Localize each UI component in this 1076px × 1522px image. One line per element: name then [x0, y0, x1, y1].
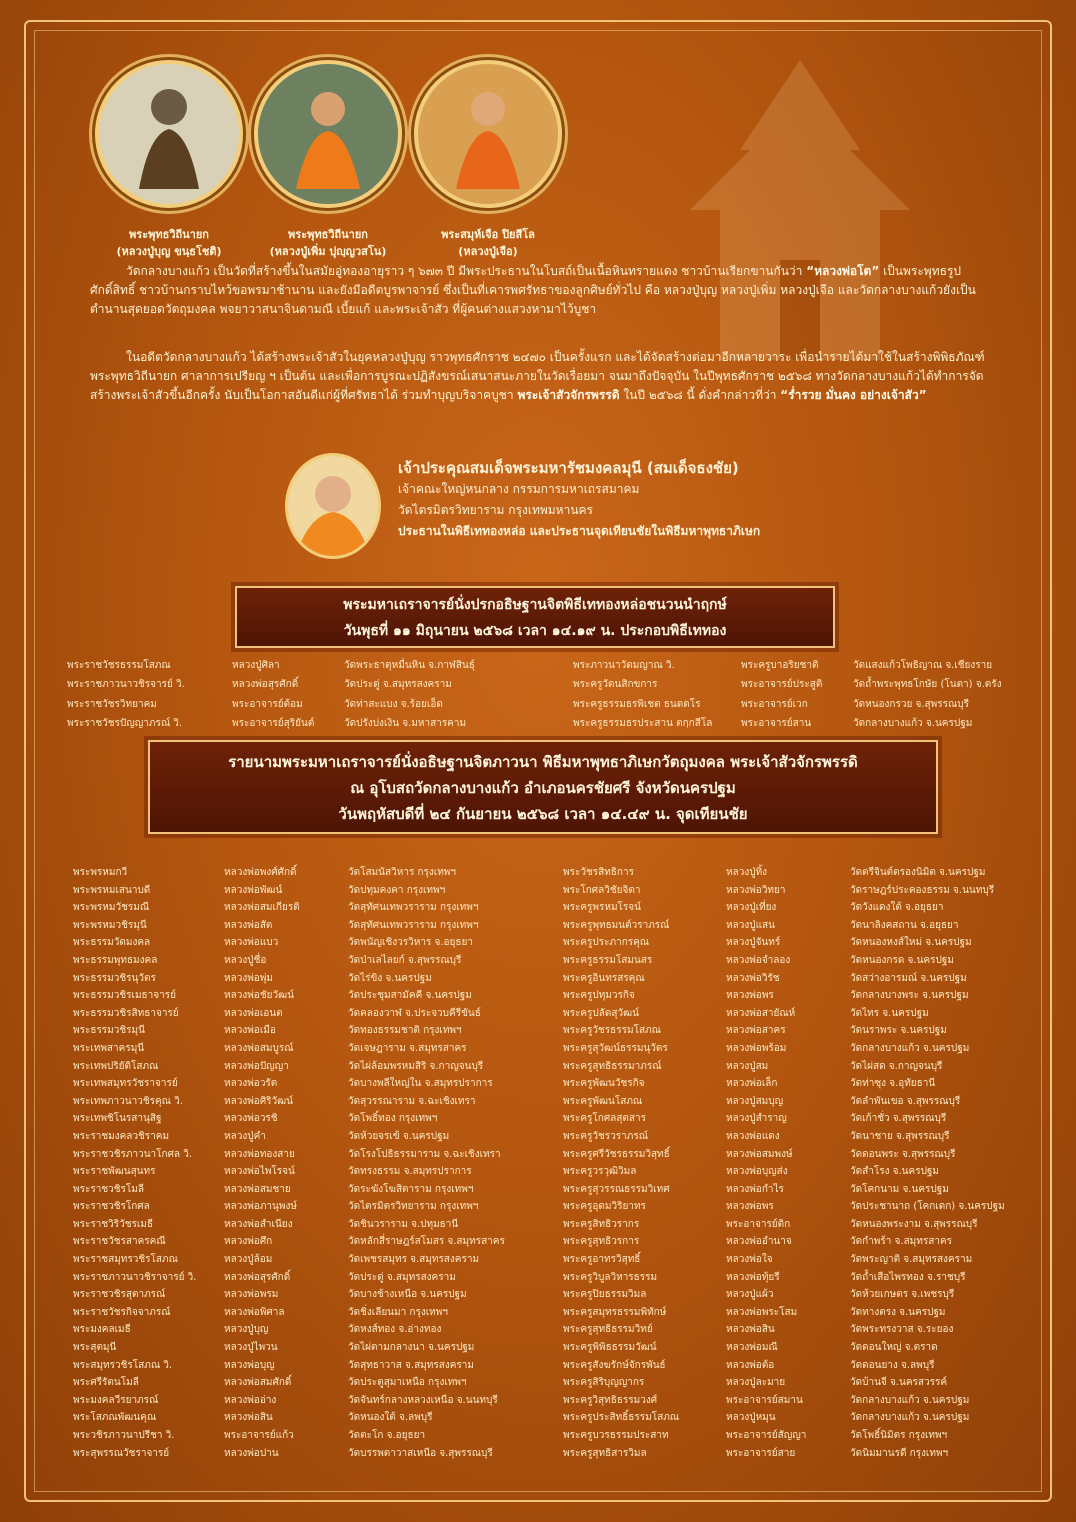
list-item: วัดสุทัศนเทพวราราม กรุงเทพฯ — [348, 919, 479, 931]
intro-text-3: ในอดีตวัดกลางบางแก้ว ได้สร้างพระเจ้าสัวในยุคหลวงปู่บุญ ราวพุทธศักราช ๒๔๗๐ เป็นครั้งแรก และได้จัดสร้างต่อมาอีกหลายวาระ เพื่อนำรายได้มาใช้ในสร้างพิพิธภัณฑ์พระพุทธวิถีนายก ศาลาการเปรียญ ฯ เป็นต้น และเพื่อการบูรณะปฏิสังขรณ์เสนาสนะภายในวัดเรื่อยมา จนมาถึงปัจจุบัน ในปีพุทธศักราช ๒๕๖๘ ทางวัดกลางบางแก้วได้ทำการจัดสร้างพระเจ้าสัวขึ้นอีกครั้ง นับเป็นโอกาสอันดีแก่ผู้ที่ศรัทธาได้ ร่วมทำบุญบริจาคบูชา — [90, 350, 985, 402]
list-item: วัดเก้าชั่ว จ.สุพรรณบุรี — [850, 1113, 947, 1125]
list-item: หลวงปู่คำ — [224, 1130, 266, 1142]
list-item: วัดถ้ำเสือไพรทอง จ.ราชบุรี — [850, 1271, 966, 1283]
list-item: พระธรรมวชิรสิทธาจารย์ — [73, 1007, 179, 1019]
list-item: วัดบรรพตาวาสเหนือ จ.สุพรรณบุรี — [348, 1447, 493, 1459]
list-item: วัดพระทรงวาส จ.ระยอง — [850, 1324, 954, 1336]
patron-line-3: ประธานในพิธีเททองหล่อ และประธานจุดเทียนชัยในพิธีมหาพุทธาภิเษก — [398, 524, 761, 538]
list-item: หลวงปู่สม — [726, 1060, 769, 1072]
list-item: หลวงปู่ล้อม — [224, 1254, 273, 1266]
list-item: วัดทองธรรมชาติ กรุงเทพฯ — [348, 1025, 462, 1037]
intro-paragraph-2 — [90, 348, 990, 405]
list-item: หลวงพ่อทุ้ยรี — [726, 1271, 780, 1283]
list-item: พระราชภาวนาวชิรจารย์ วิ. — [67, 679, 185, 691]
list-item: พระธรรมวชิรเมธาจารย์ — [73, 990, 176, 1002]
list-item: พระอาจารย์แก้ว — [224, 1430, 294, 1441]
list2-col-5 — [726, 864, 806, 1462]
list-item: วัดบางพลีใหญ่ใน จ.สมุทรปราการ — [348, 1078, 493, 1090]
list-item: วัดประตูสุมาเหนือ กรุงเทพฯ — [348, 1377, 467, 1389]
list-item: วัดหนองใต้ จ.ลพบุรี — [348, 1412, 433, 1424]
list-item: วัดทรงธรรม จ.สมุทรปราการ — [348, 1166, 472, 1178]
list-item: วัดดอนพระ จ.สุพรรณบุรี — [850, 1148, 956, 1160]
list-item: วัดบางช้างเหนือ จ.นครปฐม — [348, 1289, 467, 1301]
list-item: หลวงพ่อกำไร — [726, 1183, 784, 1195]
list-item: หลวงปู่แผ้ว — [726, 1289, 774, 1301]
list-item: พระอาจารย์สาน — [741, 717, 812, 729]
list-item: หลวงพ่อสิน — [726, 1324, 775, 1336]
list-item: วัดวังแดงใต้ จ.อยุธยา — [850, 902, 944, 914]
list-item: พระราชสมุทรวชิรโสภณ — [73, 1254, 178, 1266]
list-item: วัดแสงแก้วโพธิญาณ จ.เชียงราย — [853, 660, 993, 671]
list-item: วัดตะโก จ.อยุธยา — [348, 1430, 426, 1441]
list-item: หลวงปู่ละมาย — [726, 1377, 786, 1389]
list-item: หลวงปู่เที่ยง — [726, 902, 777, 914]
list-item: พระครูสุทธิธรรมาภรณ์ — [563, 1060, 662, 1072]
list-item: พระราชภาวนาวชิราจารย์ วิ. — [73, 1271, 197, 1283]
list-item: พระธรรมวัดมงคล — [73, 937, 151, 949]
banner-1-line-1: พระมหาเถราจารย์นั่งปรกอธิษฐานจิตพิธีเททองหล่อชนวนนำฤกษ์ — [343, 597, 727, 613]
list-item: วัดประชุมสามัคคี จ.นครปฐม — [348, 990, 472, 1002]
list-item: พระครูบวรธรรมประสาท — [563, 1430, 669, 1441]
list-item: วัดกลางบางแก้ว จ.นครปฐม — [850, 1042, 970, 1054]
chao-sua-highlight: พระเจ้าสัวจักรพรรดิ — [517, 388, 620, 402]
list-item: วัดประดู่ จ.สมุทรสงคราม — [348, 1271, 456, 1283]
list-item: พระราชวัชรธรรมโสภณ — [67, 660, 171, 671]
list-item: พระครูปทุมวรกิจ — [563, 990, 635, 1002]
list-item: พระโสภณพัฒนคุณ — [73, 1412, 157, 1424]
list-item: หลวงพ่อพงศ์ศักดิ์ — [224, 867, 297, 878]
list-item: วัดไผ่ล้อมพรหมสิริ จ.กาญจนบุรี — [348, 1060, 484, 1072]
list-item: หลวงพ่อทองสาย — [224, 1148, 295, 1160]
list-item: พระสมุทรวชิรโสภณ วิ. — [73, 1359, 173, 1371]
list-item: พระอาจารย์สาย — [726, 1447, 796, 1459]
list-item: พระครูวิบูลวิหารธรรม — [563, 1271, 658, 1283]
list-item: หลวงปู่บุญ — [224, 1324, 269, 1336]
list-item: วัดห้วยจรเข้ จ.นครปฐม — [348, 1130, 450, 1142]
list-item: พระเทพภาวนาวชิรคุณ วิ. — [73, 1095, 183, 1107]
banner-1-line-2: วันพุธที่ ๑๑ มิถุนายน ๒๕๖๘ เวลา ๑๔.๑๙ น. ประกอบพิธีเททอง — [343, 623, 727, 639]
list-item: หลวงปู่จันทร์ — [726, 937, 781, 949]
list-item: วัดไร่ขิง จ.นครปฐม — [348, 972, 432, 984]
monk-2-name: พระพุทธวิถีนายก — [288, 228, 368, 241]
list-item: พระครูธรรมโสมนสร — [563, 954, 653, 966]
list-item: หลวงพ่อแดง — [726, 1130, 780, 1142]
list-item: พระราชวัชรปัญญาภรณ์ วิ. — [67, 717, 183, 729]
list-item: พระเทพชิโนรสานุสิฐ — [73, 1113, 162, 1125]
list-item: วัดหงส์ทอง จ.อ่างทอง — [348, 1324, 442, 1336]
monk-1-name: พระพุทธวิถีนายก — [129, 228, 209, 241]
list-item: หลวงปู่สำราญ — [726, 1113, 787, 1125]
list-item: วัดสว่างอารมณ์ จ.นครปฐม — [850, 972, 967, 984]
list-item: วัดพระญาติ จ.สมุทรสงคราม — [850, 1254, 973, 1266]
list-item: หลวงพ่อพรม — [224, 1289, 279, 1301]
list-item: หลวงพ่อไพโรจน์ — [224, 1166, 295, 1178]
list-item: หลวงพ่อชัยวัฒน์ — [224, 990, 294, 1002]
list-item: วัดหนองกรวย จ.สุพรรณบุรี — [853, 698, 969, 710]
list-item: วัดกำพร้า จ.สมุทรสาคร — [850, 1236, 953, 1248]
list-item: วัดกลางบางแก้ว จ.นครปฐม — [850, 1394, 970, 1406]
list-item: พระครูโกศลสุตสาร — [563, 1113, 646, 1125]
list-item: พระครูพรหมโรจน์ — [563, 902, 641, 914]
monk-3-name: พระสมุห์เจือ ปิยสีโล — [441, 228, 535, 241]
list-item: พระอาจารย์ติก — [726, 1218, 791, 1230]
list-item: พระครูวัดนสิกขการ — [573, 679, 658, 691]
list2-col-6 — [850, 864, 1005, 1462]
list-item: หลวงพ่อวิทยา — [726, 884, 786, 896]
monk-portrait-3 — [408, 60, 568, 260]
list-item: พระอาจารย์ต้อม — [232, 698, 303, 710]
list1-col-6 — [853, 656, 1002, 733]
list-item: หลวงพ่อวรัต — [224, 1078, 278, 1090]
list-item: พระครูสมุทรธรรมพิทักษ์ — [563, 1306, 667, 1318]
list-item: วัดดอนยาง จ.ลพบุรี — [850, 1359, 935, 1371]
list-item: พระครูปลัดสุวัฒน์ — [563, 1007, 639, 1019]
list2-col-1 — [73, 864, 196, 1462]
list-item: พระครูอินทรสรคุณ — [563, 972, 645, 984]
monk-2-title: (หลวงปู่เพิ่ม ปุญฺญวสโน) — [269, 245, 387, 258]
list-item: หลวงพ่อมณี — [726, 1342, 778, 1354]
list-item: หลวงพ่อต้อ — [726, 1359, 775, 1371]
list-item: พระครูธรรมธรพิเชต ธนดดโร — [573, 698, 701, 710]
list-item: วัดคลองวาฬ จ.ประจวบคีรีขันธ์ — [348, 1007, 481, 1019]
list-item: วัดนาชาย จ.สุพรรณบุรี — [850, 1130, 950, 1142]
list-item: วัดหนองหงส์ใหม่ จ.นครปฐม — [850, 937, 972, 949]
list1-col-2 — [232, 656, 314, 733]
list-item: วัดจันทร์กลางหลวงเหนือ จ.นนทบุรี — [348, 1394, 498, 1406]
list-item: วัดห้วยเกษตร จ.เพชรบุรี — [850, 1289, 955, 1301]
list-item: พระอาจารย์เวก — [741, 698, 808, 710]
list-item: วัดพนัญเชิงวรวิหาร จ.อยุธยา — [348, 937, 473, 949]
list-item: วัดหนองกรด จ.นครปฐม — [850, 954, 954, 966]
list-item: วัดกลางบางแก้ว จ.นครปฐม — [853, 717, 973, 729]
list-item: หลวงปู่สมบุญ — [726, 1095, 784, 1107]
list-item: หลวงปู่ทิ้ง — [726, 867, 768, 878]
list-item: พระราชวชิรโมลี — [73, 1183, 144, 1195]
list-item: วัดกลางบางแก้ว จ.นครปฐม — [850, 1412, 970, 1424]
list-item: พระอาจารย์สัญญา — [726, 1430, 807, 1441]
list-item: พระราชวัชรกิจจาภรณ์ — [73, 1306, 171, 1318]
list-item: วัดกลางบางพระ จ.นครปฐม — [850, 990, 969, 1002]
list-item: วัดโพธิ์ทอง กรุงเทพฯ — [348, 1113, 438, 1125]
list-item: หลวงพ่อศิริวัฒน์ — [224, 1095, 294, 1107]
list-item: พระราชวัชรสาครคณี — [73, 1236, 166, 1248]
list-item: หลวงพ่อเมือ — [224, 1025, 276, 1037]
list-item: พระครูสุทธิวรการ — [563, 1236, 640, 1248]
list-item: วัดโรงโปธิธรรมาราม จ.ฉะเชิงเทรา — [348, 1148, 501, 1160]
list-item: หลวงพ่อสายัณห์ — [726, 1007, 796, 1019]
list-item: พระมงคลเมธี — [73, 1324, 131, 1336]
list-item: พระครูอุดมวิริยาทร — [563, 1201, 646, 1213]
list-item: หลวงพ่อสมชาย — [224, 1183, 291, 1195]
patron-portrait — [285, 453, 381, 559]
list-item: พระครูประสิทธิ์ธรรมโสภณ — [563, 1412, 680, 1424]
list-item: พระวชิรภาวนาปรีชา วิ. — [73, 1430, 175, 1441]
list-item: วัดบ้านจี จ.นครสวรรค์ — [850, 1377, 948, 1389]
list-item: หลวงพ่อสมเกียรติ — [224, 902, 300, 914]
list-item: วัดสุทธาวาส จ.สมุทรสงคราม — [348, 1359, 474, 1371]
list-item: วัดสุทัศนเทพวราราม กรุงเทพฯ — [348, 902, 479, 914]
list-item: หลวงพ่อสิน — [224, 1412, 273, 1424]
list-item: พระมงคลวีรยาภรณ์ — [73, 1394, 159, 1406]
list-item: พระเทพปริยัติโสภณ — [73, 1060, 159, 1072]
list-item: หลวงพ่อวิรัช — [726, 972, 780, 984]
list-item: หลวงพ่อสำเนียง — [224, 1218, 293, 1230]
list-item: วัดนาลิงคสถาน จ.อยุธยา — [850, 919, 959, 931]
monk-3-title: (หลวงปู่เจือ) — [458, 245, 518, 258]
list-item: วัดไผ่สด จ.กาญจนบุรี — [850, 1060, 943, 1072]
list-item: พระธรรมพุทธมงคล — [73, 954, 158, 966]
list-item: วัดดอนใหญ่ จ.ตราด — [850, 1342, 938, 1354]
monk-1-title: (หลวงปู่บุญ ขนฺธโชติ) — [116, 245, 222, 258]
list1-col-3 — [344, 656, 475, 733]
list-item: พระธรรมวชิรมุนี — [73, 1025, 145, 1037]
list-item: พระครูสุทธิสารวิมล — [563, 1447, 647, 1459]
list-item: วัดชิ่งเลียนมา กรุงเทพฯ — [348, 1306, 448, 1318]
list-item: หลวงพ่ออำนาจ — [726, 1236, 792, 1248]
list-item: วัดตรีจินต์ตรองนิมิต จ.นครปฐม — [850, 867, 986, 878]
list-item: พระครูสิทธิวรากร — [563, 1218, 640, 1230]
list-item: หลวงปู่ศิลา — [232, 660, 280, 671]
list-item: วัดทางตรง จ.นครปฐม — [850, 1306, 946, 1318]
list-item: พระครูสังฆรักษ์จักรพันธ์ — [563, 1359, 666, 1371]
list1-col-4 — [573, 656, 712, 733]
list-item: หลวงพ่อสมศักดิ์ — [224, 1377, 292, 1389]
banner-2-line-3: วันพฤหัสบดีที่ ๒๔ กันยายน ๒๕๖๘ เวลา ๑๔.๔๙ น. จุดเทียนชัย — [338, 805, 748, 823]
list-item: พระศรีรัตนโมลี — [73, 1377, 139, 1389]
monk-portrait-2 — [248, 60, 408, 260]
list-item: พระราชมงคลวชิราคม — [73, 1130, 170, 1142]
list-item: หลวงพ่อเล็ก — [726, 1078, 778, 1090]
list-item: วัดไทร จ.นครปฐม — [850, 1007, 929, 1019]
list-item: พระภาวนาวัดมญาณ วิ. — [573, 660, 675, 671]
list-item: วัดประชานาถ (โคกเดก) จ.นครปฐม — [850, 1201, 1005, 1213]
list-item: วัดสำโรง จ.นครปฐม — [850, 1166, 940, 1178]
list-item: พระราชวชิรสุตาภรณ์ — [73, 1289, 166, 1301]
list-item: วัดประดู่ จ.สมุทรสงคราม — [344, 679, 452, 691]
list-item: หลวงพ่ออ่าง — [224, 1394, 277, 1406]
list-item: หลวงพ่อจำลอง — [726, 954, 791, 966]
list-item: หลวงพ่อศึก — [224, 1236, 273, 1248]
list-item: หลวงพ่อสุรศักดิ์ — [224, 1271, 291, 1283]
list-item: หลวงพ่อปัญญา — [224, 1060, 289, 1072]
list-item: วัดท่าสะแบง จ.ร้อยเอ็ด — [344, 698, 443, 710]
list-item: พระครูวรวุฒิวิมล — [563, 1166, 637, 1178]
motto-highlight: “ร่ำรวย มั่นคง อย่างเจ้าสัว” — [780, 388, 927, 402]
list-item: พระอาจารย์ประสูติ — [741, 679, 823, 691]
list-item: พระราชวิริวัชรเมธี — [73, 1218, 153, 1230]
intro-text-2: เป็นพระพุทธรูปศักดิ์สิทธิ์ ชาวบ้านกราบไหว้ขอพรมาช้านาน และยังมีอดีตบูรพาจารย์ ซึ่งเป็นที่เคารพศรัทธาของลูกศิษย์ทั่วไป คือ หลวงปู่บุญ หลวงปู่เพิ่ม หลวงปู่เจือ และวัดกลางบางแก้วยังเป็นตำนานสุดยอดวัตถุมงคล พจยาวาสนาจินดามณี เบี้ยแก้ และพระเจ้าสัว ที่ผู้คนต่างแสวงหามาไว้บูชา — [90, 264, 976, 316]
list-item: วัดระฆังโฆสิตาราม กรุงเทพฯ — [348, 1183, 474, 1195]
list-item: วัดหนองพระงาม จ.สุพรรณบุรี — [850, 1218, 978, 1230]
list-item: พระครูบาอริยชาติ — [741, 660, 819, 671]
list-item: หลวงพ่อพร — [726, 990, 774, 1002]
list-item: หลวงพ่อสัต — [224, 919, 273, 931]
list-item: หลวงพ่อสมบูรณ์ — [224, 1042, 294, 1054]
list-item: วัดไผ่ตามกลางนา จ.นครปฐม — [348, 1342, 475, 1354]
list-item: พระครูสุทธิธรรมวิทย์ — [563, 1324, 653, 1336]
list-item: หลวงพ่อสมพงษ์ — [726, 1148, 793, 1160]
list-item: วัดลำพันเขอ จ.สุพรรณบุรี — [850, 1095, 961, 1107]
list-item: หลวงพ่อปาน — [224, 1447, 279, 1459]
blessing-ceremony-banner — [148, 740, 938, 834]
banner-2-line-2: ณ อุโบสถวัดกลางบางแก้ว อำเภอนครชัยศรี จังหวัดนครปฐม — [350, 779, 736, 797]
list-item: พระธรรมวชิรนุวัตร — [73, 972, 156, 984]
list-item: วัดปรังบ่งเงิน จ.มหาสารคาม — [344, 717, 467, 729]
list-item: วัดป่าเลไลยก์ จ.สุพรรณบุรี — [348, 954, 462, 966]
list-item: วัดโสมนัสวิหาร กรุงเทพฯ — [348, 867, 457, 878]
patron-info — [398, 458, 760, 542]
list-item: หลวงปู่ไพวน — [224, 1342, 278, 1354]
list-item: พระครูสุวรรณธรรมวิเทศ — [563, 1183, 670, 1195]
list-item: หลวงพ่อพระโสม — [726, 1306, 798, 1318]
intro-text-4: ในปี ๒๕๖๘ นี้ ดั่งคำกล่าวที่ว่า — [623, 388, 777, 402]
list-item: วัดชินวราราม จ.ปทุมธานี — [348, 1218, 459, 1230]
list-item: พระอาจารย์สมาน — [726, 1394, 803, 1406]
list-item: วัดนราพระ จ.นครปฐม — [850, 1025, 947, 1037]
list-item: วัดโพธิ์นิมิตร กรุงเทพฯ — [850, 1430, 948, 1441]
list-item: วัดท่าซุง จ.อุทัยธานี — [850, 1078, 936, 1090]
list-item: พระครูพุทธมนต์วราภรณ์ — [563, 919, 670, 931]
list-item: หลวงปู่แสน — [726, 919, 775, 931]
list-item: หลวงพ่อพร้อม — [726, 1042, 787, 1054]
list-item: พระสุตมุนี — [73, 1342, 117, 1354]
list-item: วัดเจษฎาราม จ.สมุทรสาคร — [348, 1042, 467, 1054]
intro-paragraph-1 — [90, 262, 990, 319]
list-item: วัดไตรมิตรวิทยาราม กรุงเทพฯ — [348, 1201, 479, 1213]
list-item: พระครูวิสุทธิธรรมวงศ์ — [563, 1394, 658, 1406]
list-item: วัดพระธาตุหมื่นหิน จ.กาฬสินธุ์ — [344, 660, 475, 671]
list-item: หลวงพ่อพุ่ม — [224, 972, 273, 984]
list-item: หลวงพ่อบุญ — [224, 1359, 275, 1371]
list-item: หลวงพ่อสาคร — [726, 1025, 786, 1037]
list-item: หลวงพ่อบุญส่ง — [726, 1166, 788, 1178]
list-item: พระเทพสมุทรวัชราจารย์ — [73, 1078, 178, 1090]
list1-col-1 — [67, 656, 185, 733]
list-item: พระครูธรรมธรประสาน ตกฺกสีโล — [573, 717, 713, 729]
luang-pho-to-highlight: “หลวงพ่อโต” — [806, 264, 880, 278]
patron-line-2: วัดไตรมิตรวิทยาราม กรุงเทพมหานคร — [398, 503, 594, 517]
list-item: พระสุพรรณวัชราจารย์ — [73, 1447, 170, 1459]
list-item: พระครูประภากรคุณ — [563, 937, 650, 949]
list-item: พระครูอาทรวิสุทธิ์ — [563, 1254, 641, 1266]
list-item: วัดสุวรรณาราม จ.ฉะเชิงเทรา — [348, 1095, 476, 1107]
list-item: หลวงพ่อใจ — [726, 1254, 773, 1266]
list-item: พระพรหมวชิรมุนี — [73, 919, 147, 931]
list-item: พระครูศรีวัชรธรรมวิสุทธิ์ — [563, 1148, 670, 1160]
list-item: หลวงพ่อสุรศักดิ์ — [232, 679, 299, 691]
list-item: พระราชวชิรภาวนาโกศล วิ. — [73, 1148, 193, 1160]
list-item: วัดนิมมานรดี กรุงเทพฯ — [850, 1447, 949, 1459]
list-item: พระราชวชิรโกศล — [73, 1201, 150, 1213]
patron-line-1: เจ้าคณะใหญ่หนกลาง กรรมการมหาเถรสมาคม — [398, 482, 640, 496]
list-item: พระครูวัชรธรรมโสภณ — [563, 1025, 661, 1037]
monk-portrait-1 — [89, 60, 249, 260]
list-item: วัดปทุมคงคา กรุงเทพฯ — [348, 884, 446, 896]
list2-col-3 — [348, 864, 505, 1462]
list-item: พระพรหมวัชรมณี — [73, 902, 150, 914]
list-item: พระเทพสาครมุนี — [73, 1042, 145, 1054]
list-item: พระราชวัชรวิทยาคม — [67, 698, 157, 710]
list-item: หลวงพ่อพัฒน์ — [224, 884, 283, 896]
list-item: หลวงปู่ชื่อ — [224, 954, 267, 966]
patron-name: เจ้าประคุณสมเด็จพระมหารัชมงคลมุนี (สมเด็จธงชัย) — [398, 459, 739, 477]
list-item: หลวงพ่อภานุพงษ์ — [224, 1201, 297, 1213]
list-item: พระพรหมเสนาบดี — [73, 884, 151, 896]
intro-text-1: วัดกลางบางแก้ว เป็นวัดที่สร้างขึ้นในสมัยอู่ทองอายุราว ๆ ๖๗๓ ปี มีพระประธานในโบสถ์เป็นเนื้อหินทรายแดง ชาวบ้านเรียกขานกันว่า — [126, 264, 803, 278]
list-item: พระพรหมกวี — [73, 867, 128, 878]
list-item: หลวงพ่อแบว — [224, 937, 279, 949]
list-item: พระโกศลวิชัยจิตา — [563, 884, 641, 896]
list-item: พระครูสุวัฒน์ธรรมนุวัตร — [563, 1042, 668, 1054]
list-item: พระครูพิพิธธรรมวัฒน์ — [563, 1342, 657, 1354]
list-item: หลวงพ่อพิศาล — [224, 1306, 285, 1318]
list-item: พระวัชรสิทธิการ — [563, 867, 634, 878]
list-item: พระครูพัฒนวัชรกิจ — [563, 1078, 645, 1090]
list2-col-2 — [224, 864, 300, 1462]
list-item: พระครูปิยธรรมวิมล — [563, 1289, 647, 1301]
list-item: พระอาจารย์สุริยันต์ — [232, 717, 315, 729]
list-item: วัดราษฎร์ประคองธรรม จ.นนทบุรี — [850, 884, 995, 896]
list-item: วัดถ้ำพระพุทธโกษัย (โนตา) จ.ตรัง — [853, 679, 1002, 691]
list-item: พระราชพัฒนสุนทร — [73, 1166, 156, 1178]
list-item: วัดหลักสี่ราษฎร์สโมสร จ.สมุทรสาคร — [348, 1236, 505, 1248]
list-item: วัดโคกนาม จ.นครปฐม — [850, 1183, 949, 1195]
list-item: พระครูพัฒนโสภณ — [563, 1095, 643, 1107]
list-item: วัดเพชรสมุทร จ.สมุทรสงคราม — [348, 1254, 480, 1266]
list-item: หลวงพ่อเอนต — [224, 1007, 283, 1019]
list-item: พระครูวัชรวราภรณ์ — [563, 1130, 649, 1142]
list-item: หลวงพ่อวรชิ — [224, 1113, 278, 1125]
list2-col-4 — [563, 864, 679, 1462]
list-item: หลวงพ่อพร — [726, 1201, 774, 1213]
list-item: พระครูสิริบุญญากร — [563, 1377, 645, 1389]
casting-ceremony-banner — [235, 586, 835, 648]
list1-col-5 — [741, 656, 822, 733]
banner-2-line-1: รายนามพระมหาเถราจารย์นั่งอธิษฐานจิตภาวนา พิธีมหาพุทธาภิเษกวัตถุมงคล พระเจ้าสัวจักรพรรดิ — [228, 753, 858, 771]
list-item: หลวงปู่หมุน — [726, 1412, 776, 1424]
